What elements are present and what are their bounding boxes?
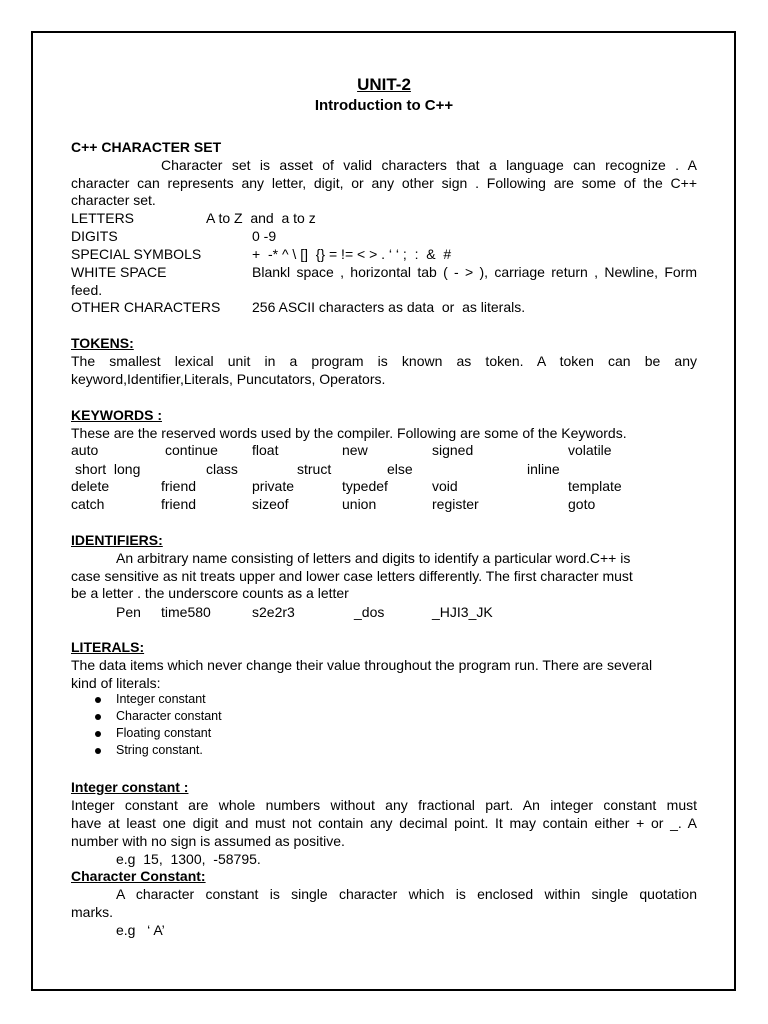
keyword-cell: template (568, 478, 622, 494)
identifiers-line3: be a letter . the underscore counts as a letter (71, 585, 349, 601)
keyword-cell: friend (161, 478, 197, 494)
keyword-cell: new (342, 442, 368, 458)
keyword-cell: union (342, 496, 377, 512)
white-space-value: Blankl space , horizontal tab ( - > ), carriage return , Newline, Form (252, 264, 697, 280)
letters-value: A to Z and a to z (206, 210, 316, 226)
keyword-cell: void (432, 478, 458, 494)
keyword-cell: volatile (568, 442, 612, 458)
identifier-example: Pen (116, 604, 141, 620)
keywords-heading: KEYWORDS : (71, 407, 162, 423)
integer-constant-example: e.g 15, 1300, -58795. (116, 851, 261, 867)
page-subtitle: Introduction to C++ (314, 97, 454, 114)
keywords-intro: These are the reserved words used by the compiler. Following are some of the Keywords. (71, 425, 627, 441)
literal-list-item: String constant. (116, 743, 203, 757)
keyword-cell: private (252, 478, 295, 494)
keyword-cell: struct (297, 461, 332, 477)
bullet-icon (95, 697, 101, 703)
literal-list-item: Character constant (116, 709, 222, 723)
keyword-cell: goto (568, 496, 596, 512)
keyword-cell: sizeof (252, 496, 289, 512)
literal-list-item: Integer constant (116, 692, 206, 706)
identifier-example: time580 (161, 604, 211, 620)
character-constant-line2: marks. (71, 904, 113, 920)
keyword-cell: continue (165, 442, 218, 458)
character-constant-line1: A character constant is single character which is enclosed within single quotation (116, 886, 697, 902)
literals-line2: kind of literals: (71, 675, 161, 691)
charset-heading: C++ CHARACTER SET (71, 139, 222, 155)
digits-label: DIGITS (71, 228, 118, 244)
keyword-cell: class (206, 461, 238, 477)
integer-constant-line1: Integer constant are whole numbers without any fractional part. An integer constant must (71, 797, 697, 813)
integer-constant-line2: have at least one digit and must not contain any decimal point. It may contain either + or _. A (71, 815, 697, 831)
white-space-label: WHITE SPACE (71, 264, 167, 280)
keyword-cell: typedef (342, 478, 388, 494)
keyword-cell: catch (71, 496, 105, 512)
bullet-icon (95, 714, 101, 720)
keyword-cell: else (387, 461, 413, 477)
special-symbols-value: + -* ^ \ [] {} = != < > . ‘ ‘ ; : & # (252, 246, 452, 262)
keyword-cell: float (252, 442, 279, 458)
special-symbols-label: SPECIAL SYMBOLS (71, 246, 202, 262)
unit-title: UNIT-2 (357, 75, 411, 94)
charset-para-line3: character set. (71, 192, 156, 208)
literals-line1: The data items which never change their value throughout the program run. There are several (71, 657, 653, 673)
charset-para-line2: character can represents any letter, digit, or any other sign . Following are some of the C++ (71, 175, 697, 191)
tokens-heading: TOKENS: (71, 335, 134, 351)
bullet-icon (95, 748, 101, 754)
identifiers-line1: An arbitrary name consisting of letters and digits to identify a particular word.C++ is (116, 550, 631, 566)
integer-constant-line3: number with no sign is assumed as positive. (71, 833, 345, 849)
literals-heading: LITERALS: (71, 639, 145, 655)
keyword-cell: delete (71, 478, 110, 494)
keyword-cell: register (432, 496, 479, 512)
character-constant-example: e.g ‘ A’ (116, 922, 165, 938)
tokens-line2: keyword,Identifier,Literals, Puncutators, Operators. (71, 371, 386, 387)
tokens-line1: The smallest lexical unit in a program is known as token. A token can be any (71, 353, 697, 369)
keyword-cell: short long (75, 461, 141, 477)
keyword-cell: auto (71, 442, 99, 458)
digits-value: 0 -9 (252, 228, 277, 244)
other-characters-label: OTHER CHARACTERS (71, 299, 221, 315)
keyword-cell: signed (432, 442, 474, 458)
character-constant-heading: Character Constant: (71, 868, 206, 884)
keyword-cell: friend (161, 496, 197, 512)
keyword-cell: inline (527, 461, 560, 477)
white-space-cont: feed. (71, 282, 103, 298)
identifier-example: s2e2r3 (252, 604, 295, 620)
letters-label: LETTERS (71, 210, 135, 226)
identifier-example: _dos (354, 604, 385, 620)
integer-constant-heading: Integer constant : (71, 779, 189, 795)
identifiers-line2: case sensitive as nit treats upper and lower case letters differently. The first character must (71, 568, 633, 584)
identifiers-heading: IDENTIFIERS: (71, 532, 163, 548)
literal-list-item: Floating constant (116, 726, 212, 740)
other-characters-value: 256 ASCII characters as data or as literals. (252, 299, 526, 315)
identifier-example: _HJI3_JK (432, 604, 493, 620)
charset-para-line1: Character set is asset of valid characters that a language can recognize . A (161, 157, 697, 173)
bullet-icon (95, 731, 101, 737)
